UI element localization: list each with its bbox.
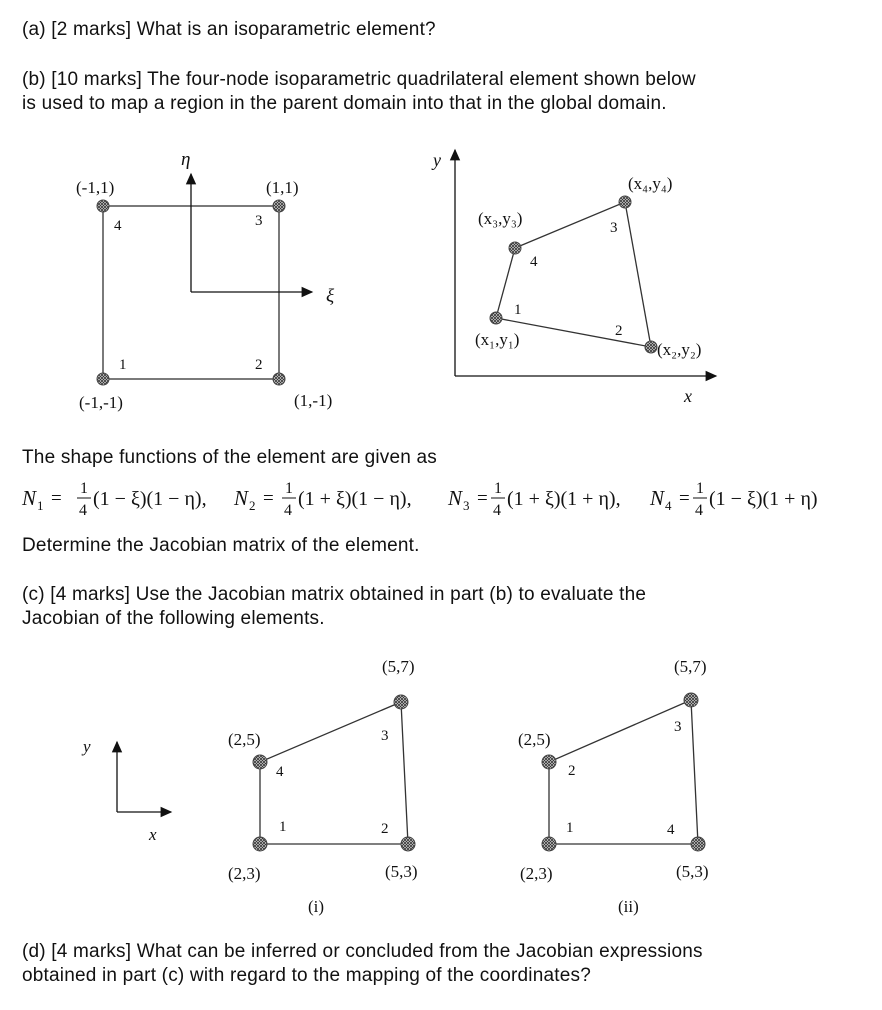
n2-frac-num: 1 xyxy=(285,480,293,497)
global-num-2: 2 xyxy=(615,323,623,339)
parent-node-2 xyxy=(273,373,285,385)
question-d-line1: (d) [4 marks] What can be inferred or concluded from the Jacobian expressions xyxy=(22,941,703,962)
global-num-1: 1 xyxy=(514,302,522,318)
parent-node-3 xyxy=(273,200,285,212)
element-i-num-2: 2 xyxy=(381,821,389,837)
question-d-line2: obtained in part (c) with regard to the mapping of the coordinates? xyxy=(22,965,591,986)
global-p2: (x₂,y₂) xyxy=(657,340,702,359)
n1-subscript: 1 xyxy=(37,498,44,513)
global-node-2 xyxy=(645,341,657,353)
n2-frac-den: 4 xyxy=(284,502,292,519)
question-c-line2: Jacobian of the following elements. xyxy=(22,608,325,629)
global-num-3: 3 xyxy=(610,220,618,236)
element-ii-num-3: 3 xyxy=(674,719,682,735)
determine-jacobian: Determine the Jacobian matrix of the element. xyxy=(22,535,420,556)
n4-expression: (1 − ξ)(1 + η) xyxy=(709,488,818,510)
element-i-diagram xyxy=(228,657,418,916)
global-p3: (x₃,y₃) xyxy=(478,209,523,228)
n3-equals: = xyxy=(477,488,488,509)
n2-expression: (1 + ξ)(1 − η), xyxy=(298,488,412,510)
element-ii-num-2: 2 xyxy=(568,763,576,779)
element-ii-node-4 xyxy=(691,837,705,851)
parent-num-4: 4 xyxy=(114,218,122,234)
n3-expression: (1 + ξ)(1 + η), xyxy=(507,488,621,510)
n1-expression: (1 − ξ)(1 − η), xyxy=(93,488,207,510)
xi-label: ξ xyxy=(326,286,335,307)
element-i-num-3: 3 xyxy=(381,728,389,744)
element-ii-caption: (ii) xyxy=(618,897,639,916)
parent-num-3: 3 xyxy=(255,213,263,229)
question-a: (a) [2 marks] What is an isoparametric element? xyxy=(22,19,436,40)
n3-frac-den: 4 xyxy=(493,502,501,519)
n3-frac-num: 1 xyxy=(494,480,502,497)
n3-symbol: N xyxy=(448,486,463,510)
global-domain-diagram xyxy=(431,150,716,406)
n2-subscript: 2 xyxy=(249,498,256,513)
element-ii-node-2 xyxy=(542,755,556,769)
parent-num-1: 1 xyxy=(119,357,127,373)
element-i-coord-c: (5,7) xyxy=(382,657,415,676)
eta-label: η xyxy=(181,149,191,170)
n2-symbol: N xyxy=(234,486,249,510)
parent-num-2: 2 xyxy=(255,357,263,373)
element-ii-num-4: 4 xyxy=(667,822,675,838)
question-b-line1: (b) [10 marks] The four-node isoparametric quadrilateral element shown below xyxy=(22,69,696,90)
global-node-4 xyxy=(619,196,631,208)
small-x-label: x xyxy=(149,825,157,844)
n4-subscript: 4 xyxy=(665,498,672,513)
element-ii-coord-c: (5,7) xyxy=(674,657,707,676)
element-ii-coord-a: (2,3) xyxy=(520,864,553,883)
parent-node-1 xyxy=(97,373,109,385)
element-ii-coord-d: (2,5) xyxy=(518,730,551,749)
element-i-caption: (i) xyxy=(308,897,325,916)
element-i-node-1 xyxy=(253,837,267,851)
global-p1: (x₁,y₁) xyxy=(475,330,520,349)
n1-equals: = xyxy=(51,488,62,509)
element-i-coord-b: (5,3) xyxy=(385,862,418,881)
n4-symbol: N xyxy=(650,486,665,510)
n4-frac-den: 4 xyxy=(695,502,703,519)
global-num-4: 4 xyxy=(530,254,538,270)
n1-frac-num: 1 xyxy=(80,480,88,497)
parent-node-4 xyxy=(97,200,109,212)
global-p4: (x₄,y₄) xyxy=(628,174,673,193)
parent-coord-4: (-1,1) xyxy=(76,178,115,197)
element-i-num-4: 4 xyxy=(276,764,284,780)
shape-function-equation xyxy=(21,480,818,519)
element-i-node-2 xyxy=(401,837,415,851)
parent-domain-diagram xyxy=(76,149,335,412)
n4-frac-num: 1 xyxy=(696,480,704,497)
global-node-1 xyxy=(490,312,502,324)
global-x-label: x xyxy=(684,386,692,406)
global-node-3 xyxy=(509,242,521,254)
element-ii-diagram xyxy=(518,657,709,916)
parent-coord-2: (1,-1) xyxy=(294,391,333,410)
element-i-coord-d: (2,5) xyxy=(228,730,261,749)
parent-coord-3: (1,1) xyxy=(266,178,299,197)
small-axes xyxy=(81,737,171,844)
n3-subscript: 3 xyxy=(463,498,470,513)
element-i-node-3 xyxy=(394,695,408,709)
element-ii-node-1 xyxy=(542,837,556,851)
element-ii-node-3 xyxy=(684,693,698,707)
element-i-node-4 xyxy=(253,755,267,769)
question-c-line1: (c) [4 marks] Use the Jacobian matrix obtained in part (b) to evaluate the xyxy=(22,584,647,605)
global-y-label: y xyxy=(433,150,441,170)
n1-frac-den: 4 xyxy=(79,502,87,519)
small-y-label: y xyxy=(83,737,91,756)
element-ii-coord-b: (5,3) xyxy=(676,862,709,881)
n1-symbol: N xyxy=(22,486,37,510)
n4-equals: = xyxy=(679,488,690,509)
element-i-coord-a: (2,3) xyxy=(228,864,261,883)
question-b-line2: is used to map a region in the parent domain into that in the global domain. xyxy=(22,93,667,114)
shape-functions-intro: The shape functions of the element are given as xyxy=(22,447,437,468)
element-i-num-1: 1 xyxy=(279,819,287,835)
n2-equals: = xyxy=(263,488,274,509)
element-ii-num-1: 1 xyxy=(566,820,574,836)
parent-coord-1: (-1,-1) xyxy=(79,393,123,412)
